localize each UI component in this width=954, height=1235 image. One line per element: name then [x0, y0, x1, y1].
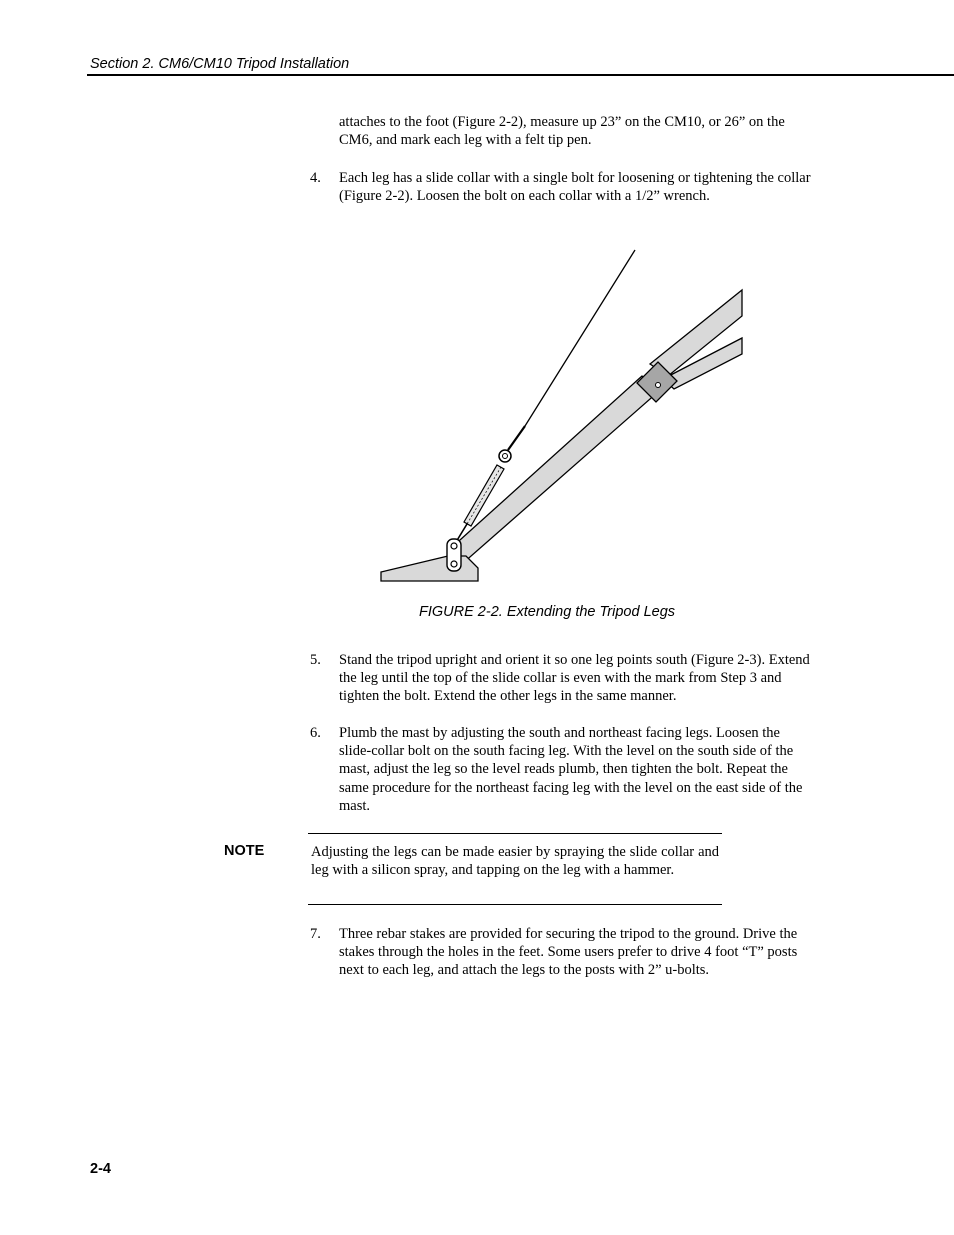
- tripod-leg-figure: [378, 246, 746, 586]
- step-text: Stand the tripod upright and orient it so one leg points south (Figure 2-3). Extend the leg until the top of the slide collar is even with the mark from Step 3 and tighten the bolt. Extend the other legs in the same manner.: [339, 652, 810, 705]
- cable-end-fitting: [508, 426, 525, 450]
- step-number: 4.: [310, 170, 321, 186]
- step-text: Plumb the mast by adjusting the south and northeast facing legs. Loosen the slide-collar bolt on the south facing leg. With the level on the south side of the mast, adjust the leg so the level reads plumb, then tighten the bolt. Repeat the same procedure for the northeast facing leg with the level on the east side of the mast.: [339, 725, 803, 814]
- section-header: Section 2. CM6/CM10 Tripod Installation: [90, 56, 350, 72]
- step-number: 6.: [310, 725, 321, 741]
- step-number: 5.: [310, 652, 321, 668]
- note-box: [308, 833, 722, 905]
- step-text: Each leg has a slide collar with a single bolt for loosening or tightening the collar (Figure 2-2). Loosen the bolt on each collar with a 1/2” wrench.: [339, 170, 811, 205]
- header-rule: [87, 74, 954, 76]
- bracket-hole-bottom: [451, 561, 457, 567]
- bracket-hole-top: [451, 543, 457, 549]
- tripod-leg-illustration: [378, 246, 746, 586]
- continued-paragraph: attaches to the foot (Figure 2-2), measure up 23” on the CM10, or 26” on the CM6, and mark each leg with a felt tip pen.: [339, 114, 785, 149]
- figure-caption: FIGURE 2-2. Extending the Tripod Legs: [419, 604, 676, 620]
- step-text: Three rebar stakes are provided for securing the tripod to the ground. Drive the stakes through the holes in the feet. Some users prefer to drive 4 foot “T” posts next to each leg, and attach the legs to the posts with 2” u-bolts.: [339, 926, 798, 979]
- step-number: 7.: [310, 926, 321, 942]
- tripod-foot: [381, 556, 478, 581]
- page-number: 2-4: [90, 1161, 111, 1177]
- note-text: Adjusting the legs can be made easier by spraying the slide collar and leg with a silicon spray, and tapping on the leg with a hammer.: [311, 844, 719, 879]
- collar-bolt-icon: [656, 383, 661, 388]
- turnbuckle-eye-inner: [503, 454, 508, 459]
- lower-leg: [450, 376, 658, 564]
- note-label: NOTE: [224, 843, 265, 859]
